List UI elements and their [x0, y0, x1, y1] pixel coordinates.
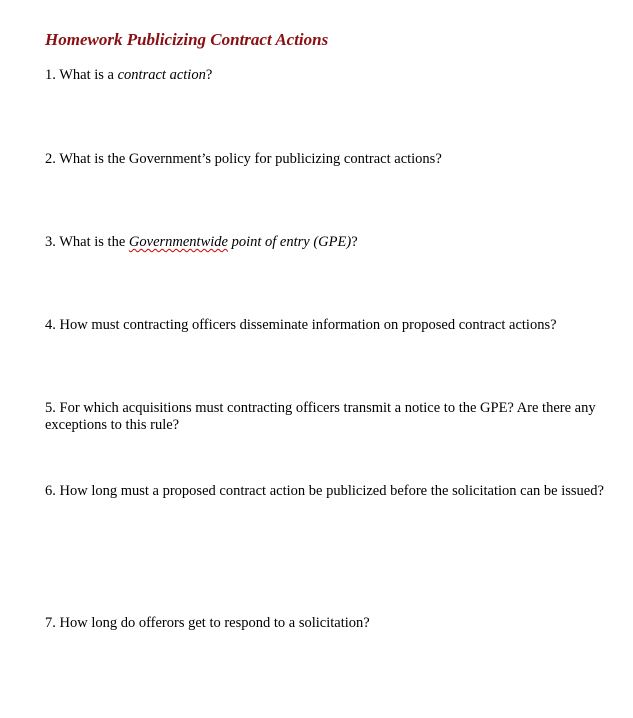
question-7: 7. How long do offerors get to respond to a solicitation?	[45, 615, 370, 631]
question-2: 2. What is the Government’s policy for publicizing contract actions?	[45, 151, 442, 167]
question-1-text: 1. What is a	[45, 67, 118, 83]
question-1	[45, 67, 212, 84]
question-3-misspelled-term: Governmentwide	[128, 234, 228, 250]
question-5: 5. For which acquisitions must contracting officers transmit a notice to the GPE? Are there any exceptions to this rule?	[45, 400, 596, 433]
question-3-italic-term: point of entry (GPE)	[227, 234, 352, 250]
document-title: Homework Publicizing Contract Actions	[45, 30, 329, 49]
question-3-text: 3. What is the	[45, 234, 129, 250]
question-4: 4. How must contracting officers disseminate information on proposed contract actions?	[45, 317, 557, 333]
question-3-end: ?	[351, 234, 358, 250]
question-6: 6. How long must a proposed contract action be publicized before the solicitation can be issued?	[45, 483, 604, 499]
question-3	[45, 234, 358, 251]
question-1-end: ?	[205, 67, 213, 83]
question-1-italic-term: contract action	[117, 67, 206, 83]
